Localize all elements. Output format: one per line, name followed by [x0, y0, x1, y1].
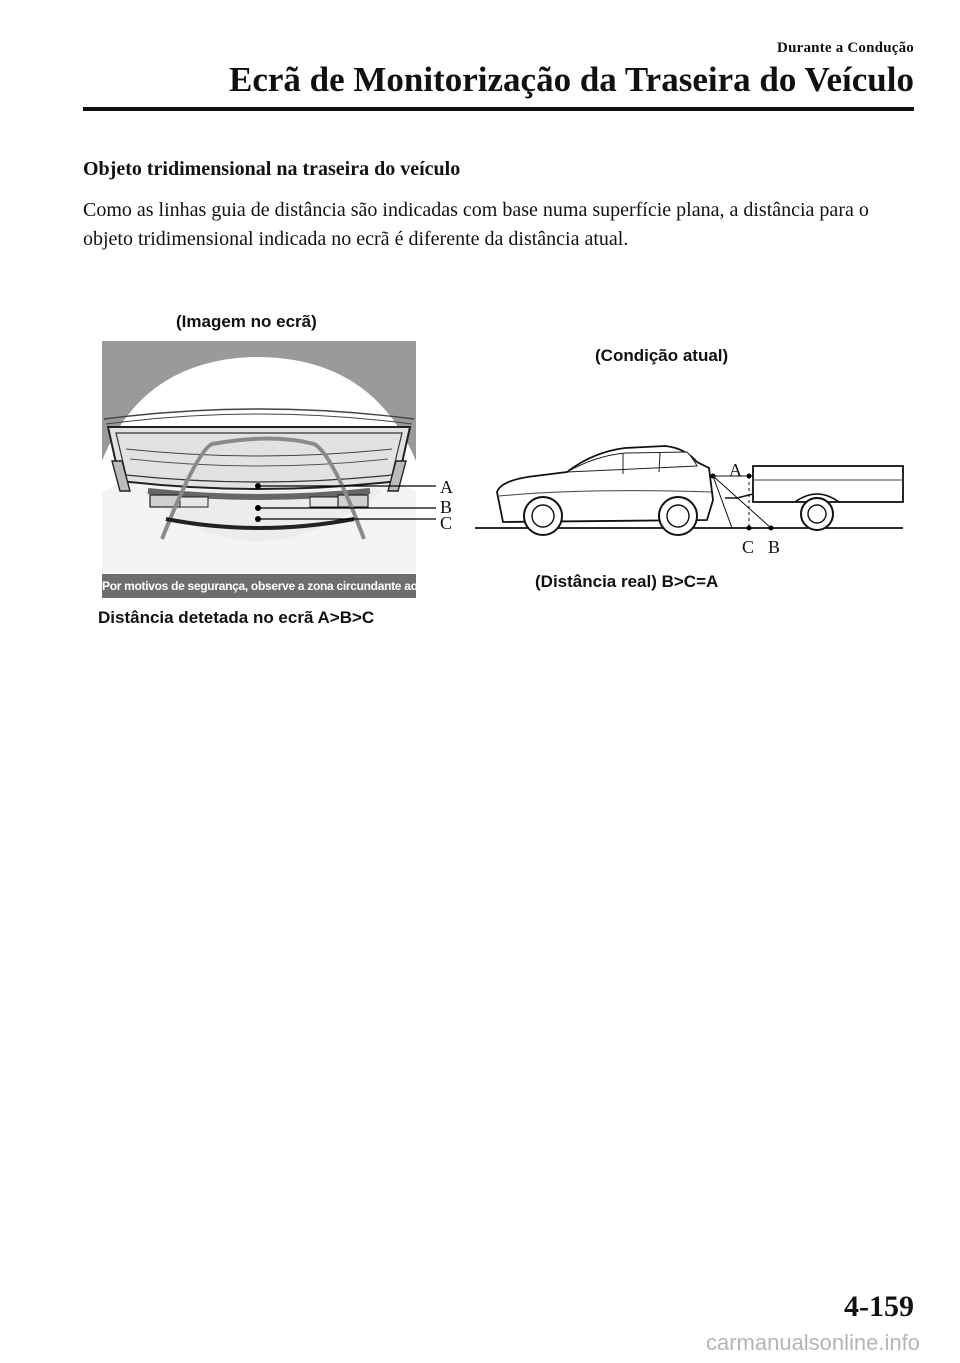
vehicle-trailer-icon: [475, 440, 905, 550]
car-label-b: B: [768, 537, 781, 557]
figure: [80, 300, 920, 640]
real-distance-caption: (Distância real) B>C=A: [535, 572, 719, 591]
safety-warning: Por motivos de segurança, observe a zona circundante ao veículo: [102, 574, 416, 598]
section-heading: Objeto tridimensional na traseira do veículo: [83, 158, 461, 180]
watermark: carmanualsonline.info: [705, 1330, 920, 1355]
car-label-a: A: [729, 460, 742, 480]
detected-distance-caption: Distância detetada no ecrã A>B>C: [98, 608, 375, 627]
actual-caption: (Condição atual): [595, 346, 729, 365]
body-paragraph: Como as linhas guia de distância são indicadas com base numa superfície plana, a distância para o objeto tridimensional indicada no ecrã é diferente da distância atual.: [83, 199, 869, 250]
title-rule: [83, 107, 914, 111]
rear-camera-screen-icon: [102, 341, 416, 575]
page-number: 4-159: [844, 1290, 914, 1323]
chapter-label: Durante a Condução: [777, 40, 914, 56]
car-label-c: C: [742, 537, 755, 557]
screen-label-b: B: [440, 497, 453, 517]
screen-caption: (Imagem no ecrã): [176, 312, 317, 331]
screen-label-a: A: [440, 477, 453, 497]
screen-label-c: C: [440, 513, 453, 533]
page-title: Ecrã de Monitorização da Traseira do Veículo: [228, 60, 914, 99]
